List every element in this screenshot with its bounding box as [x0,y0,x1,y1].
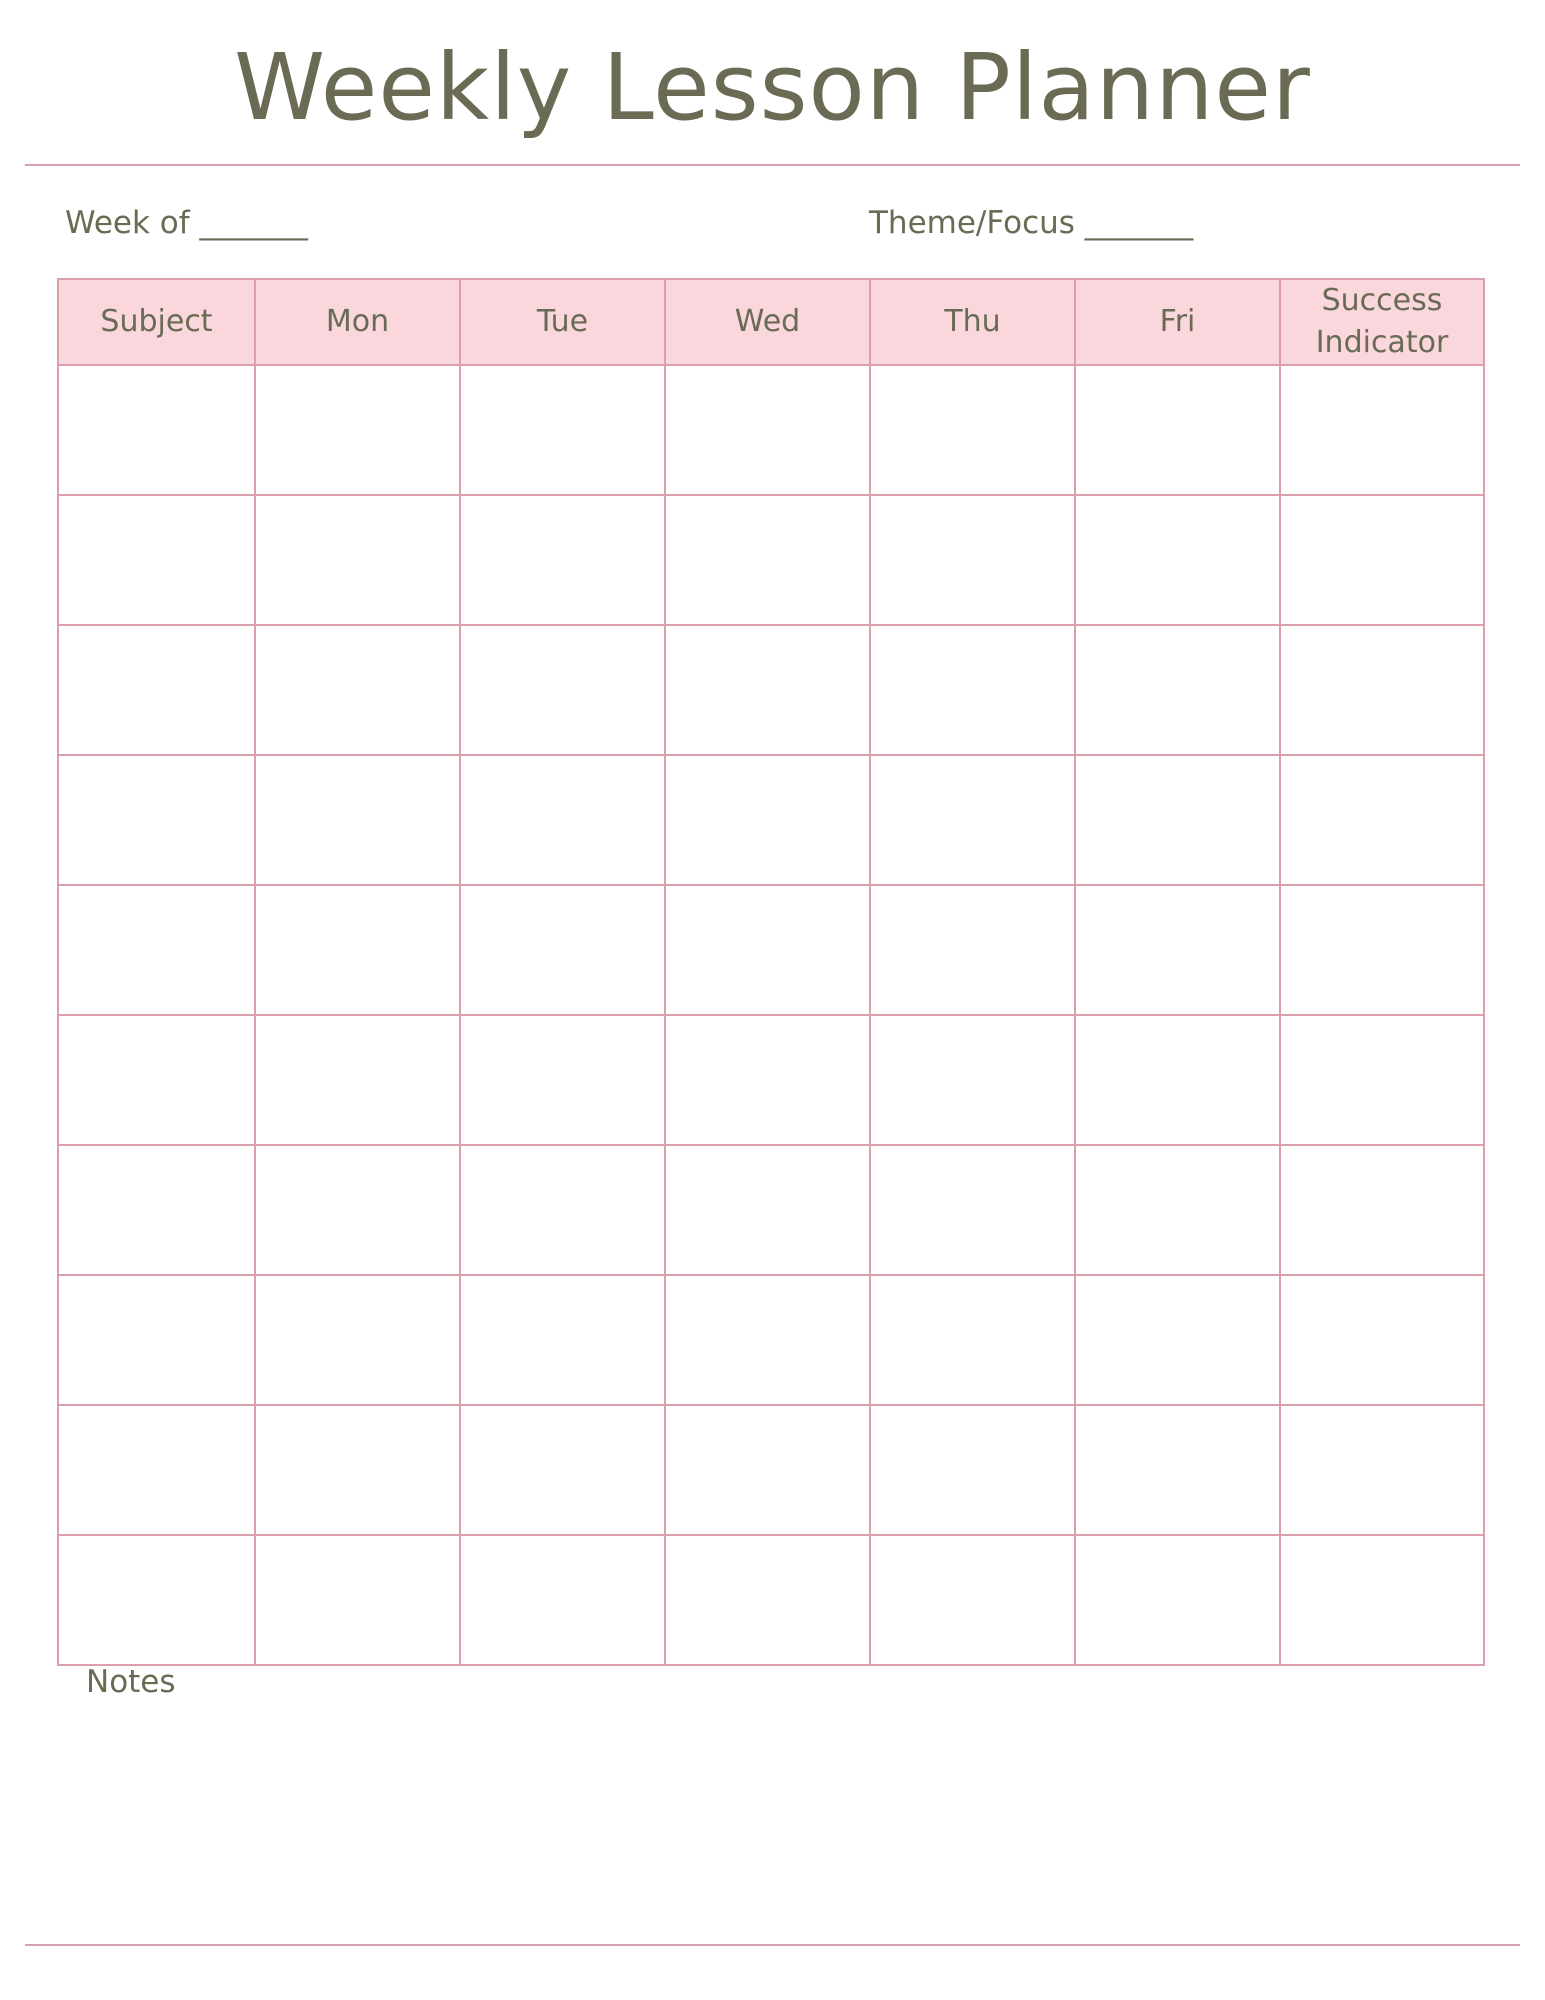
table-cell[interactable] [58,365,255,495]
table-cell[interactable] [460,1145,665,1275]
table-cell[interactable] [1280,755,1484,885]
table-cell[interactable] [665,1275,870,1405]
table-cell[interactable] [1075,625,1280,755]
table-row [58,1145,1484,1275]
table-cell[interactable] [1075,885,1280,1015]
table-cell[interactable] [255,495,460,625]
table-cell[interactable] [665,885,870,1015]
table-row [58,495,1484,625]
table-cell[interactable] [665,1535,870,1665]
header-fri: Fri [1075,279,1280,365]
table-cell[interactable] [58,1145,255,1275]
table-cell[interactable] [58,1275,255,1405]
table-cell[interactable] [870,1015,1075,1145]
table-cell[interactable] [58,1015,255,1145]
table-cell[interactable] [1280,495,1484,625]
table-cell[interactable] [460,625,665,755]
table-row [58,885,1484,1015]
table-cell[interactable] [460,1535,665,1665]
table-cell[interactable] [460,755,665,885]
notes-label: Notes [86,1664,176,1700]
table-cell[interactable] [255,1015,460,1145]
header-row [58,279,1484,365]
table-cell[interactable] [1280,365,1484,495]
theme-focus-field[interactable]: Theme/Focus _______ [869,205,1194,241]
table-cell[interactable] [665,755,870,885]
table-cell[interactable] [1075,1145,1280,1275]
table-cell[interactable] [58,885,255,1015]
bottom-divider [25,1944,1520,1946]
header-success-indicator: Success Indicator [1280,279,1484,365]
table-cell[interactable] [460,885,665,1015]
header-mon: Mon [255,279,460,365]
lesson-planner-table [57,278,1485,1666]
table-cell[interactable] [1075,755,1280,885]
table-cell[interactable] [255,625,460,755]
table-cell[interactable] [58,1405,255,1535]
table-cell[interactable] [255,1405,460,1535]
top-divider [25,164,1520,166]
header-thu: Thu [870,279,1075,365]
table-cell[interactable] [255,365,460,495]
table-cell[interactable] [870,1275,1075,1405]
table-cell[interactable] [1280,625,1484,755]
table-cell[interactable] [1280,1145,1484,1275]
table-cell[interactable] [1280,1535,1484,1665]
table-cell[interactable] [460,495,665,625]
table-body [58,365,1484,1665]
table-cell[interactable] [870,885,1075,1015]
table-cell[interactable] [1280,1405,1484,1535]
table-cell[interactable] [1075,495,1280,625]
week-of-field[interactable]: Week of _______ [65,205,309,241]
table-cell[interactable] [665,1145,870,1275]
table-cell[interactable] [665,1405,870,1535]
table-cell[interactable] [1075,1535,1280,1665]
table-cell[interactable] [58,625,255,755]
table-cell[interactable] [870,755,1075,885]
table-cell[interactable] [460,1405,665,1535]
table-cell[interactable] [255,1535,460,1665]
table-row [58,625,1484,755]
table-cell[interactable] [870,365,1075,495]
table-cell[interactable] [1075,1275,1280,1405]
page-title: Weekly Lesson Planner [234,34,1311,141]
table-cell[interactable] [870,1405,1075,1535]
header-tue: Tue [460,279,665,365]
table-cell[interactable] [255,755,460,885]
table-cell[interactable] [460,1275,665,1405]
table-cell[interactable] [460,1015,665,1145]
table-row [58,755,1484,885]
table-cell[interactable] [1075,365,1280,495]
table-cell[interactable] [665,625,870,755]
table-cell[interactable] [1075,1015,1280,1145]
table-cell[interactable] [665,495,870,625]
header-wed: Wed [665,279,870,365]
table-cell[interactable] [870,495,1075,625]
table-cell[interactable] [665,1015,870,1145]
table-cell[interactable] [255,1275,460,1405]
table-cell[interactable] [870,1535,1075,1665]
table-row [58,1015,1484,1145]
table-row [58,1405,1484,1535]
table-cell[interactable] [1280,885,1484,1015]
table-cell[interactable] [58,495,255,625]
table-cell[interactable] [1280,1275,1484,1405]
table-cell[interactable] [665,365,870,495]
table-cell[interactable] [460,365,665,495]
table-row [58,1275,1484,1405]
table-cell[interactable] [1075,1405,1280,1535]
table-cell[interactable] [255,885,460,1015]
table-row [58,1535,1484,1665]
table-cell[interactable] [58,1535,255,1665]
table-cell[interactable] [255,1145,460,1275]
table-cell[interactable] [1280,1015,1484,1145]
table-row [58,365,1484,495]
table-cell[interactable] [870,625,1075,755]
header-subject: Subject [58,279,255,365]
table-cell[interactable] [870,1145,1075,1275]
table-cell[interactable] [58,755,255,885]
